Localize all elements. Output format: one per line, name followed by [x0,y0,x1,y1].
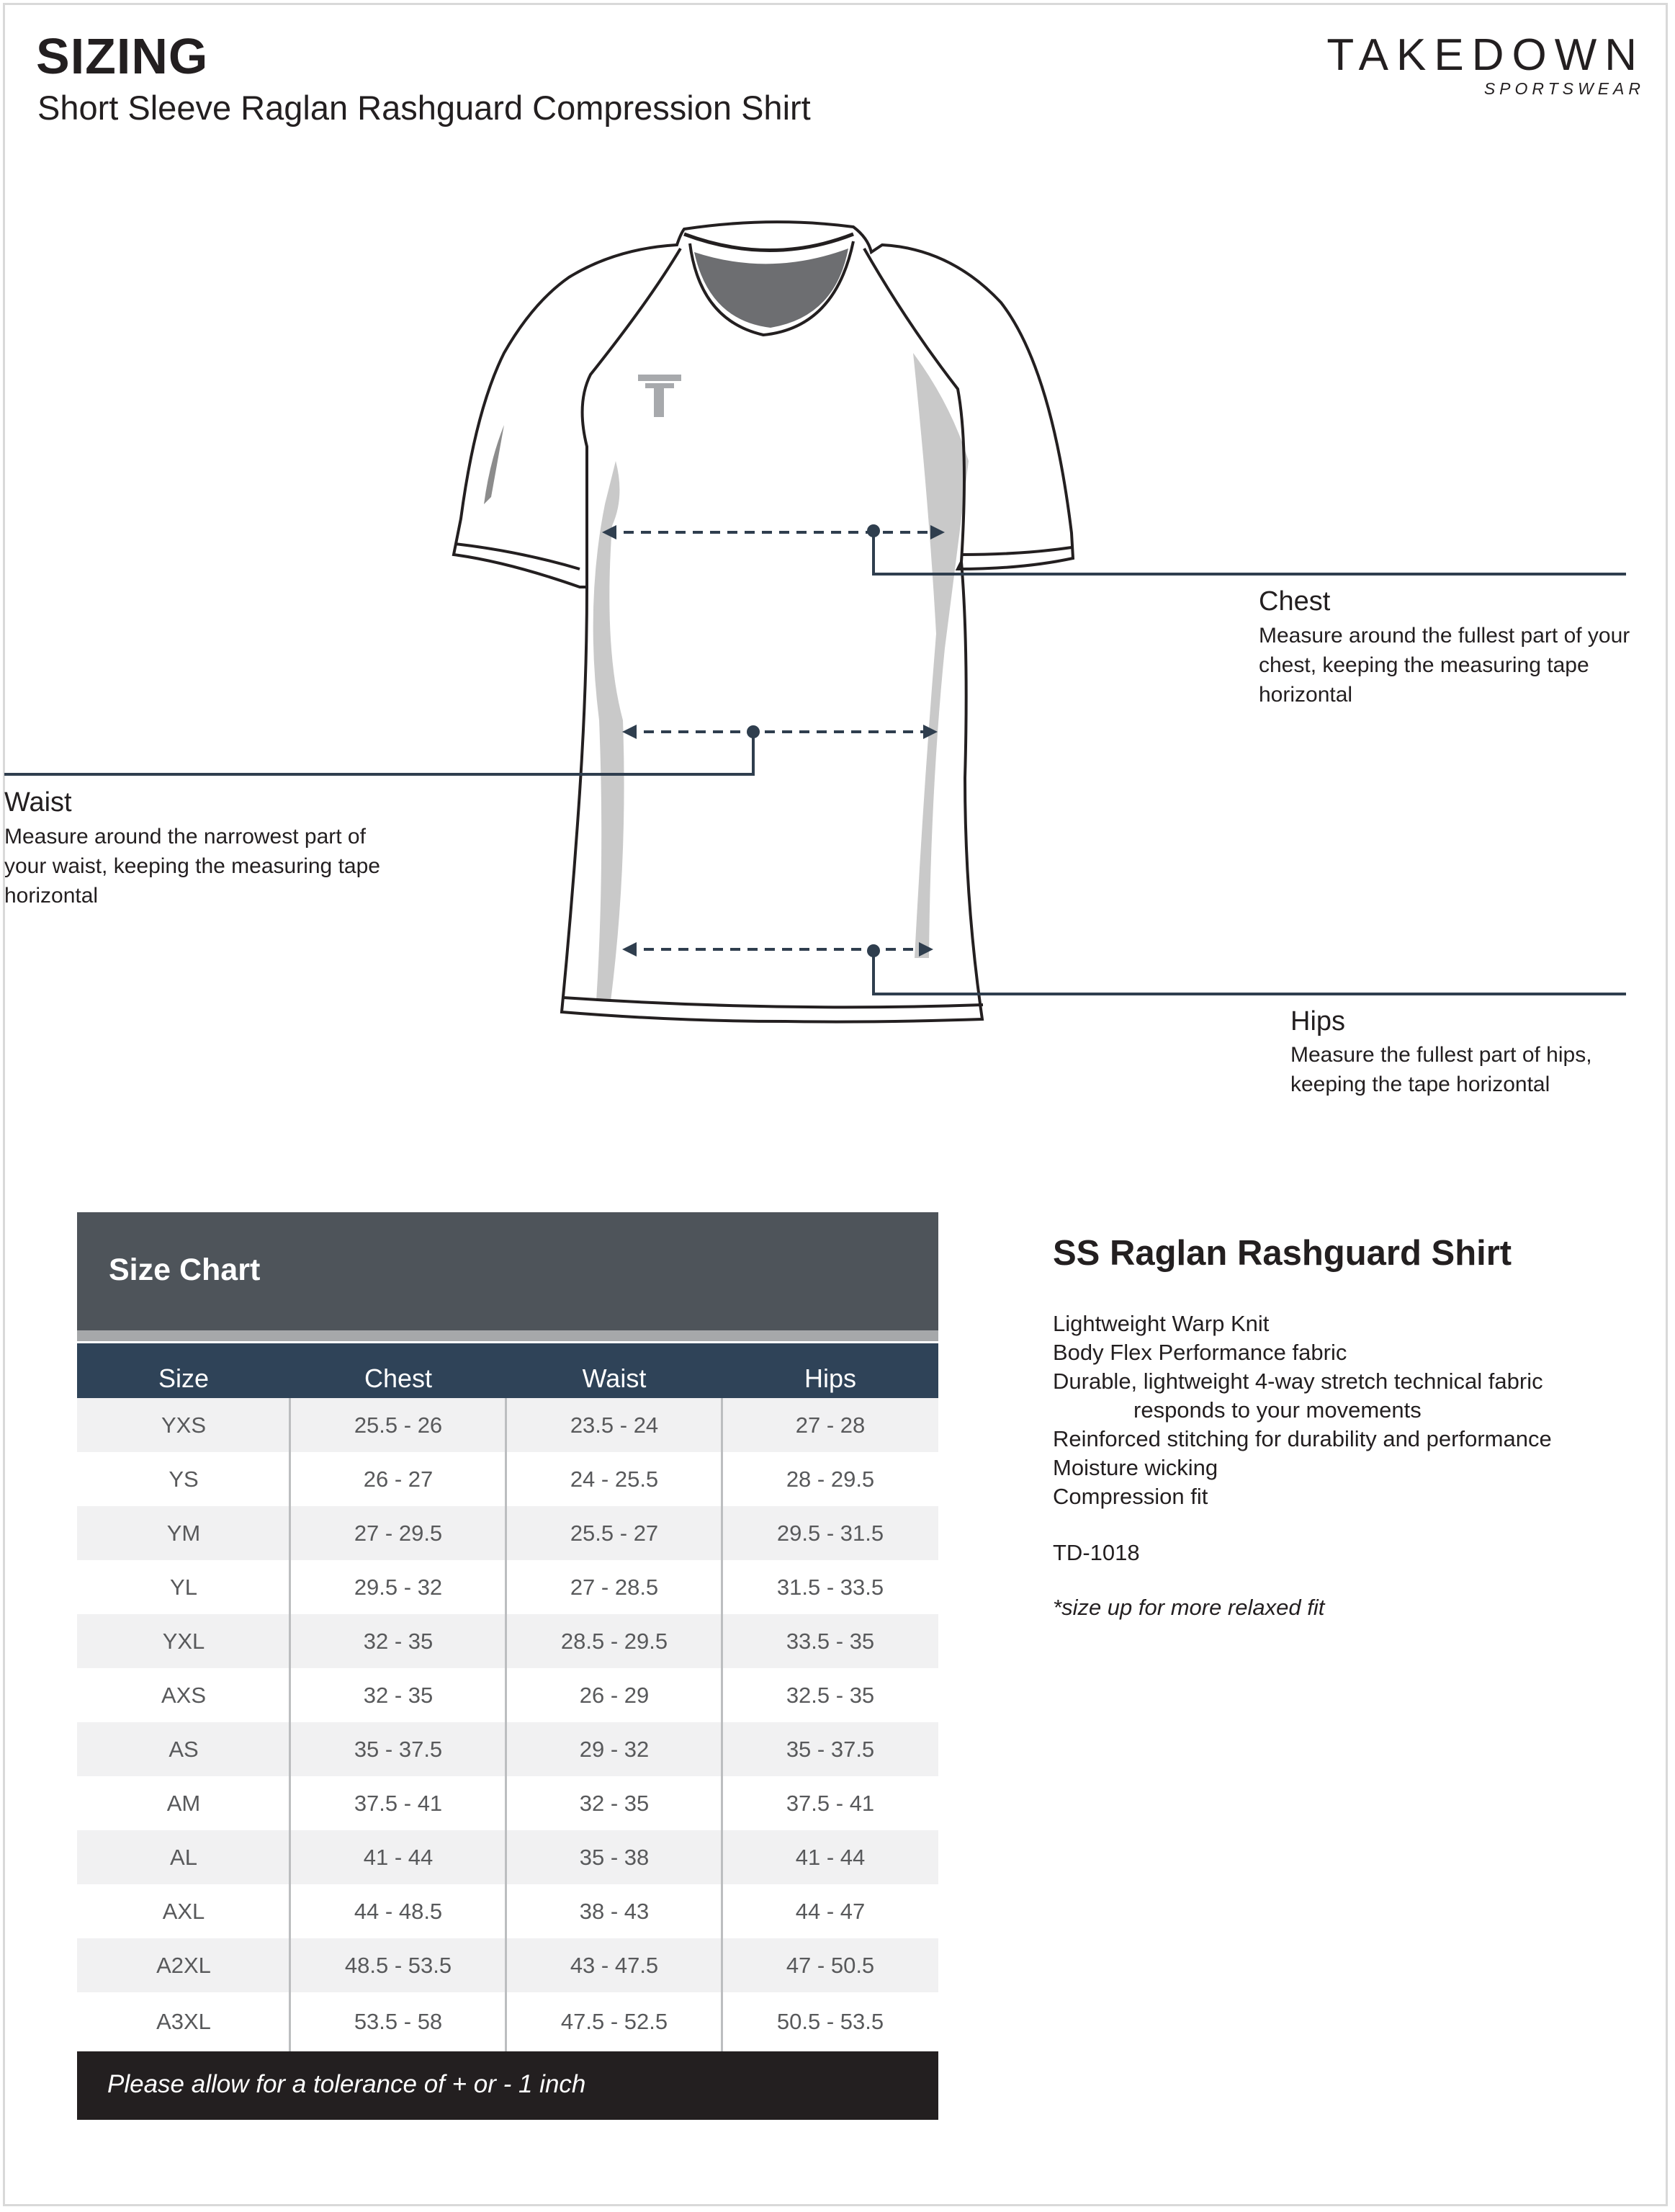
product-info [1053,1233,1643,1621]
table-cell: 28 - 29.5 [786,1467,875,1492]
table-cell: AXS [161,1683,207,1708]
table-cell: 35 - 37.5 [354,1737,443,1762]
table-row [77,1938,938,1992]
t-logo-icon [638,375,681,417]
table-cell: 37.5 - 41 [786,1791,875,1816]
table-row [77,1560,938,1614]
table-row [77,1398,938,1452]
size-chart-table [77,1212,938,2120]
size-chart-body [77,1398,938,2051]
shirt-shading [484,353,969,1001]
table-cell: 43 - 47.5 [570,1953,659,1978]
table-cell: 50.5 - 53.5 [776,2009,884,2034]
table-cell: 47.5 - 52.5 [560,2009,668,2034]
column-header-waist: Waist [582,1364,647,1393]
column-header-size: Size [158,1364,210,1393]
chest-description: Measure around the fullest part of your chest, keeping the measuring tape horizontal [1259,624,1630,707]
table-cell: AM [166,1791,201,1816]
table-cell: 24 - 25.5 [570,1467,659,1492]
table-cell: 48.5 - 53.5 [344,1953,452,1978]
table-row [77,1452,938,1506]
brand-tagline: SPORTSWEAR [1483,79,1645,98]
table-cell: 41 - 44 [363,1845,434,1870]
brand-logo [1266,30,1645,99]
table-cell: YXS [161,1412,207,1438]
table-cell: 53.5 - 58 [354,2009,443,2034]
product-code: TD-1018 [1053,1540,1140,1565]
table-cell: A3XL [156,2009,211,2034]
table-row [77,1506,938,1560]
hips-measure-guide [622,942,1626,994]
table-cell: 28.5 - 29.5 [560,1629,668,1654]
table-cell: 35 - 37.5 [786,1737,875,1762]
table-cell: 41 - 44 [795,1845,866,1870]
hips-description: Measure the fullest part of hips, keeping the tape horizontal [1290,1043,1592,1096]
feature-item: Compression fit [1053,1484,1208,1509]
table-cell: 29.5 - 31.5 [776,1521,884,1546]
table-cell: 38 - 43 [579,1899,650,1924]
waist-description: Measure around the narrowest part of your waist, keeping the measuring tape horizontal [4,825,380,908]
table-row [77,1992,938,2051]
table-cell: 44 - 48.5 [354,1899,443,1924]
table-cell: 27 - 29.5 [354,1521,443,1546]
column-divider [721,1398,723,2051]
product-title: SS Raglan Rashguard Shirt [1053,1234,1512,1273]
table-cell: 37.5 - 41 [354,1791,443,1816]
waist-measure-guide [4,725,938,774]
table-cell: AXL [162,1899,205,1924]
table-cell: 26 - 27 [363,1467,434,1492]
table-cell: 26 - 29 [579,1683,650,1708]
table-cell: 25.5 - 27 [570,1521,659,1546]
table-row [77,1668,938,1722]
feature-item: Durable, lightweight 4-way stretch technical fabric [1053,1369,1543,1394]
collar-inner [694,248,848,328]
brand-name: TAKEDOWN [1326,30,1645,80]
table-cell: YM [166,1521,201,1546]
table-cell: 32 - 35 [363,1629,434,1654]
table-row [77,1776,938,1830]
table-cell: YL [170,1575,197,1600]
chest-label: Chest [1259,586,1331,617]
table-cell: YXL [162,1629,205,1654]
feature-item: responds to your movements [1133,1397,1422,1423]
table-cell: 32 - 35 [363,1683,434,1708]
table-cell: 33.5 - 35 [786,1629,875,1654]
table-cell: 23.5 - 24 [570,1412,659,1438]
chest-measure-guide [602,524,1626,574]
sizing-note: *size up for more relaxed fit [1053,1595,1325,1620]
feature-item: Body Flex Performance fabric [1053,1340,1347,1365]
page-subtitle: Short Sleeve Raglan Rashguard Compression Shirt [37,89,811,127]
table-cell: 25.5 - 26 [354,1412,443,1438]
column-divider [505,1398,507,2051]
table-cell: 27 - 28 [795,1412,866,1438]
table-cell: 29 - 32 [579,1737,650,1762]
table-cell: A2XL [156,1953,211,1978]
feature-item: Reinforced stitching for durability and performance [1053,1426,1552,1451]
table-row [77,1884,938,1938]
column-divider [289,1398,291,2051]
table-cell: 29.5 - 32 [354,1575,443,1600]
table-row [77,1614,938,1668]
feature-item: Moisture wicking [1053,1455,1218,1480]
table-cell: 27 - 28.5 [570,1575,659,1600]
size-chart-header [77,1212,938,1330]
table-cell: 31.5 - 33.5 [776,1575,884,1600]
waist-label: Waist [4,787,72,818]
table-row [77,1830,938,1884]
header-stripe [77,1330,938,1341]
table-cell: YS [169,1467,199,1492]
page-title: SIZING [36,28,209,84]
column-header-hips: Hips [804,1364,857,1393]
table-cell: 32.5 - 35 [786,1683,875,1708]
size-chart-title: Size Chart [109,1253,261,1287]
shirt-outline [454,222,1073,1021]
tolerance-note: Please allow for a tolerance of + or - 1 inch [107,2070,586,2098]
table-cell: 32 - 35 [579,1791,650,1816]
column-headers [77,1341,938,1398]
table-cell: AL [170,1845,197,1870]
column-header-chest: Chest [364,1364,433,1393]
hips-label: Hips [1290,1006,1346,1036]
table-cell: 47 - 50.5 [786,1953,875,1978]
table-cell: 44 - 47 [795,1899,866,1924]
table-cell: AS [169,1737,199,1762]
size-chart-footer [77,2051,938,2120]
table-cell: 35 - 38 [579,1845,650,1870]
feature-item: Lightweight Warp Knit [1053,1311,1270,1336]
table-row [77,1722,938,1776]
